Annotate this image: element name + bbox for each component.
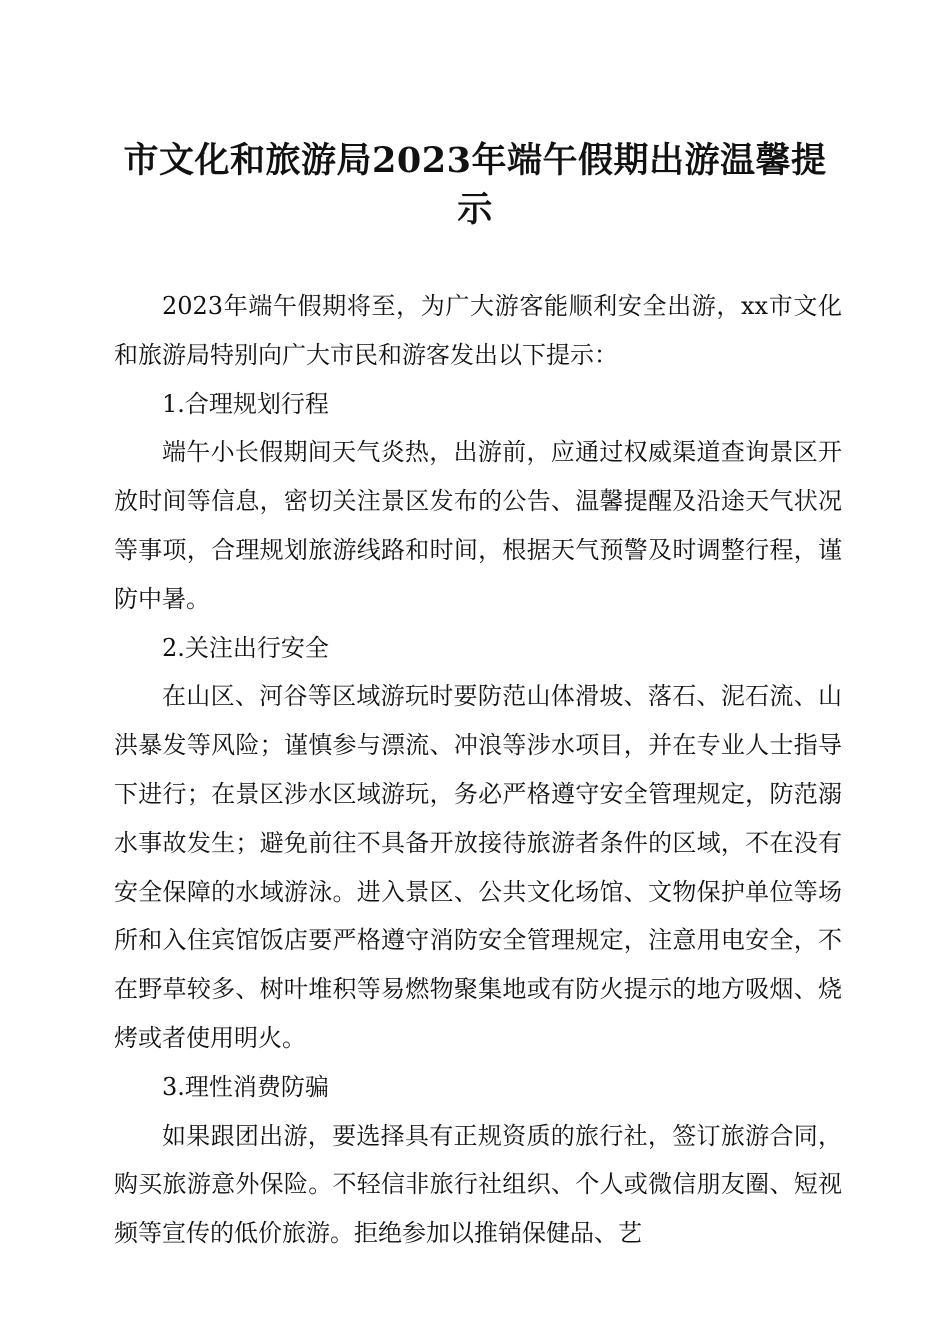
document-title — [120, 136, 830, 234]
title-line-1: 市文化和旅游局2023年端午假期出游温馨提 — [123, 140, 827, 181]
section-heading-1: 1.合理规划行程 — [162, 389, 329, 418]
title-line-2: 示 — [457, 189, 493, 230]
section-heading-3: 3.理性消费防骗 — [162, 1072, 329, 1101]
intro-paragraph: 2023年端午假期将至，为广大游客能顺利安全出游，xx市文化和旅游局特别向广大市民和游客发出以下提示： — [114, 292, 842, 369]
section-paragraph-2: 在山区、河谷等区域游玩时要防范山体滑坡、落石、泥石流、山洪暴发等风险；谨慎参与漂流、冲浪等涉水项目，并在专业人士指导下进行；在景区涉水区域游玩，务必严格遵守安全管理规定，防范溺水事故发生；避免前往不具备开放接待旅游者条件的区域，不在没有安全保障的水域游泳。进入景区、公共文化场馆、文物保护单位等场所和入住宾馆饭店要严格遵守消防安全管理规定，注意用电安全，不在野草较多、树叶堆积等易燃物聚集地或有防火提示的地方吸烟、烧烤或者使用明火。 — [114, 682, 842, 1052]
document-body — [114, 282, 842, 1258]
section-heading-2: 2.关注出行安全 — [162, 633, 329, 662]
section-paragraph-3: 如果跟团出游，要选择具有正规资质的旅行社，签订旅游合同，购买旅游意外保险。不轻信非旅行社组织、个人或微信朋友圈、短视频等宣传的低价旅游。拒绝参加以推销保健品、艺 — [114, 1121, 842, 1248]
section-paragraph-1: 端午小长假期间天气炎热，出游前，应通过权威渠道查询景区开放时间等信息，密切关注景区发布的公告、温馨提醒及沿途天气状况等事项，合理规划旅游线路和时间，根据天气预警及时调整行程，谨防中暑。 — [114, 438, 842, 613]
